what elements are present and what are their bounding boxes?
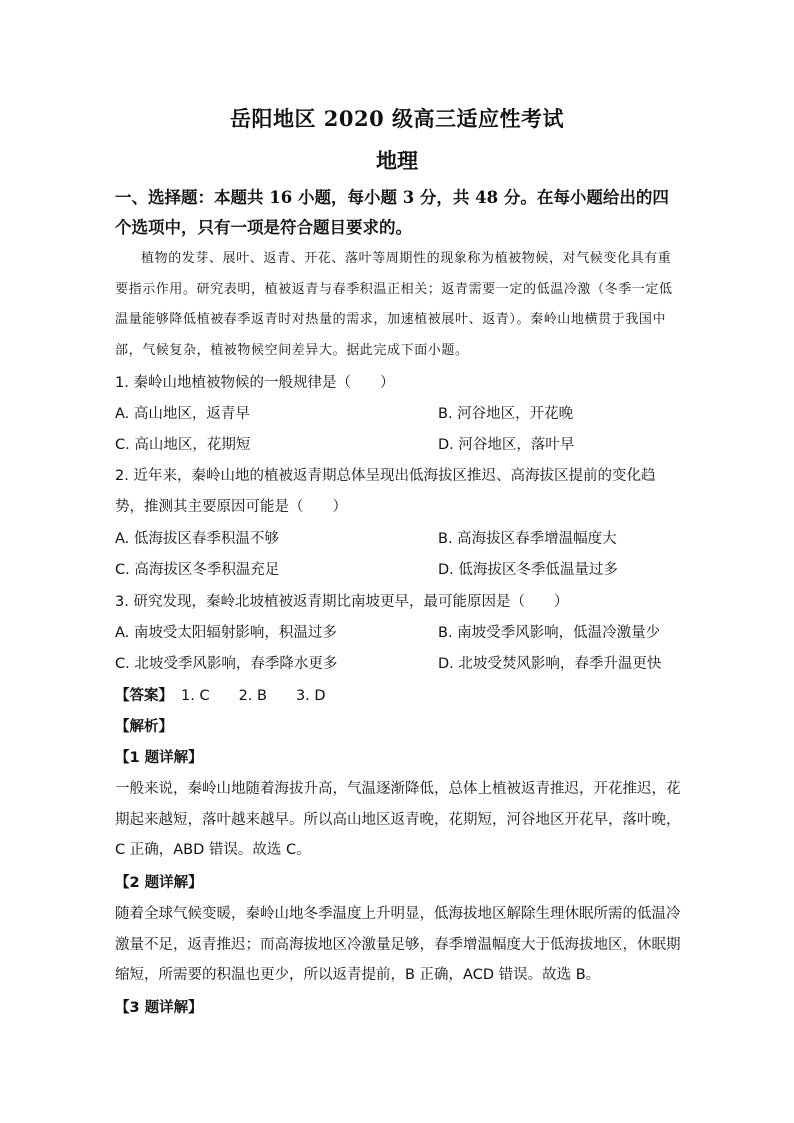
question-1-option-d[interactable]: D. 河谷地区，落叶早	[438, 437, 575, 453]
question-2-stem: 2. 近年来，秦岭山地的植被返青期总体呈现出低海拔区推迟、高海拔区提前的变化趋势，推测其主要原因可能是（ ）	[115, 468, 656, 515]
answer-line	[115, 686, 326, 706]
question-2-option-b[interactable]: B. 高海拔区春季增温幅度大	[438, 531, 617, 547]
answer-label: 【答案】	[115, 688, 173, 704]
question-3-option-a[interactable]: A. 南坡受太阳辐射影响，积温过多	[115, 625, 337, 641]
question-1-stem: 1. 秦岭山地植被物候的一般规律是（ ）	[115, 375, 395, 391]
detail-3-label: 【3 题详解】	[115, 1000, 203, 1016]
question-2-option-a[interactable]: A. 低海拔区春季积温不够	[115, 531, 279, 547]
answer-value: 1. C 2. B 3. D	[181, 688, 326, 704]
analysis-label: 【解析】	[115, 719, 173, 735]
detail-2-text: 随着全球气候变暖，秦岭山地冬季温度上升明显，低海拔地区解除生理休眠所需的低温冷激量不足，返青推迟；而高海拔地区冷激量足够，春季增温幅度大于低海拔地区，休眠期缩短，所需要的积温也更少，所以返青提前，B 正确，ACD 错误。故选 B。	[115, 906, 681, 983]
detail-1-label: 【1 题详解】	[115, 750, 203, 766]
question-3-stem: 3. 研究发现，秦岭北坡植被返青期比南坡更早，最可能原因是（ ）	[115, 594, 569, 610]
question-3-option-d[interactable]: D. 北坡受焚风影响，春季升温更快	[438, 656, 662, 672]
question-1-option-c[interactable]: C. 高山地区，花期短	[115, 437, 251, 453]
question-3-option-c[interactable]: C. 北坡受季风影响，春季降水更多	[115, 656, 338, 672]
question-2-option-d[interactable]: D. 低海拔区冬季低温量过多	[438, 562, 618, 578]
detail-2-label: 【2 题详解】	[115, 875, 203, 891]
section-heading: 一、选择题：本题共 16 小题，每小题 3 分，共 48 分。在每小题给出的四个选项中，只有一项是符合题目要求的。	[115, 188, 669, 237]
exam-title: 岳阳地区 2020 级高三适应性考试	[229, 106, 565, 131]
question-2-option-c[interactable]: C. 高海拔区冬季积温充足	[115, 562, 280, 578]
detail-1-text: 一般来说，秦岭山地随着海拔升高，气温逐渐降低，总体上植被返青推迟，开花推迟，花期起来越短，落叶越来越早。所以高山地区返青晚，花期短，河谷地区开花早，落叶晚，C 正确，ABD 错误。故选 C。	[115, 781, 681, 858]
question-1-option-a[interactable]: A. 高山地区，返青早	[115, 406, 250, 422]
question-1-option-b[interactable]: B. 河谷地区，开花晚	[438, 406, 574, 422]
subject-title: 地理	[376, 148, 418, 173]
question-3-option-b[interactable]: B. 南坡受季风影响，低温冷激量少	[438, 625, 661, 641]
reading-passage: 植物的发芽、展叶、返青、开花、落叶等周期性的现象称为植被物候，对气候变化具有重要指示作用。研究表明，植被返青与春季积温正相关；返青需要一定的低温冷激（冬季一定低温量能够降低植被春季返青时对热量的需求，加速植被展叶、返青）。秦岭山地横贯于我国中部，气候复杂，植被物候空间差异大。据此完成下面小题。	[115, 251, 673, 358]
